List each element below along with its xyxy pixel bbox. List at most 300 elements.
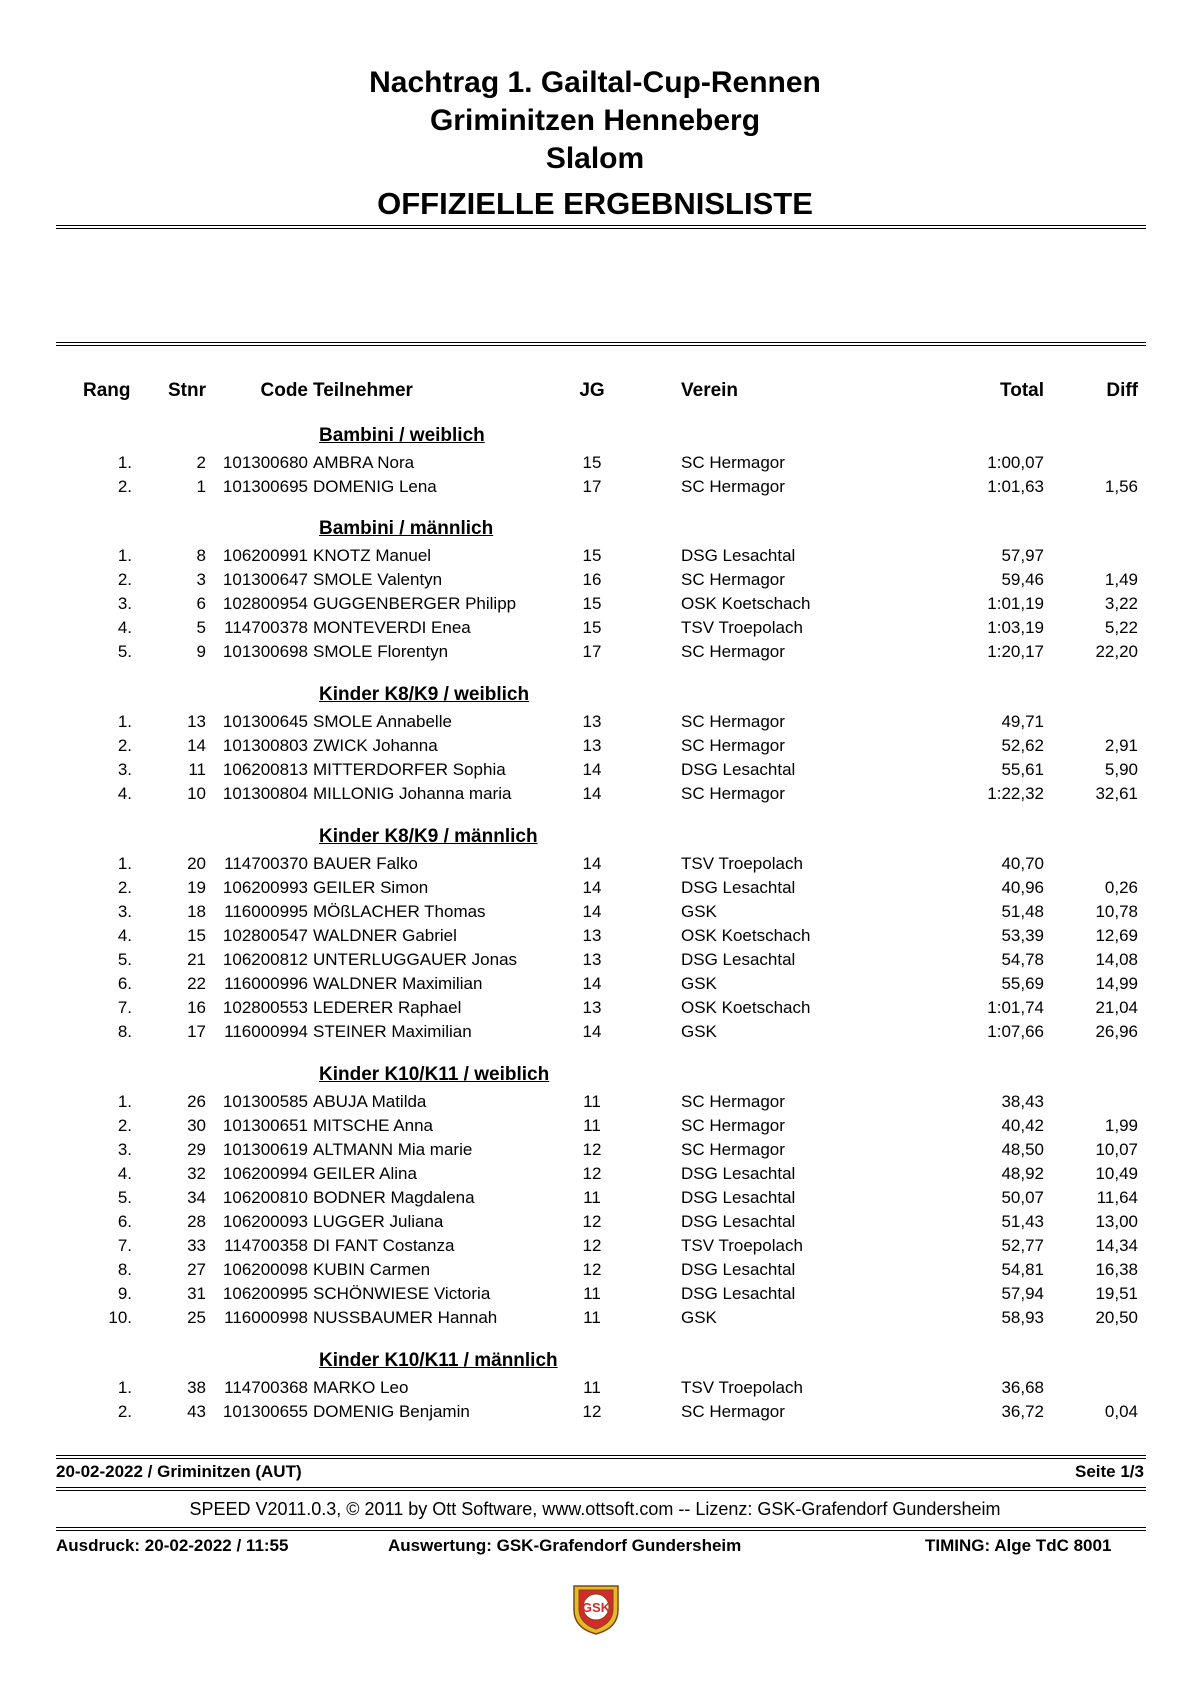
footer-divider-bottom — [56, 1527, 1146, 1531]
cell-stnr: 43 — [187, 1402, 206, 1421]
table-row — [0, 974, 1190, 998]
software-license-line: SPEED V2011.0.3, © 2011 by Ott Software, www.ottsoft.com -- Lizenz: GSK-Grafendorf Gundersheim — [189, 1499, 1001, 1519]
cell-stnr: 34 — [187, 1188, 206, 1207]
cell-code: 106200098 — [222, 1260, 308, 1279]
cell-rang: 2. — [117, 570, 132, 589]
cell-diff: 10,78 — [1095, 902, 1138, 921]
col-header-rang: Rang — [83, 380, 131, 401]
cell-verein: GSK — [681, 1022, 717, 1041]
cell-rang: 7. — [117, 1236, 132, 1255]
cell-total: 52,62 — [1001, 736, 1044, 755]
cell-code: 114700368 — [224, 1378, 308, 1397]
cell-stnr: 10 — [187, 784, 206, 803]
cell-verein: OSK Koetschach — [681, 926, 811, 945]
footer-date-place: 20-02-2022 / Griminitzen (AUT) — [56, 1462, 302, 1481]
table-row — [0, 1378, 1190, 1402]
cell-code: 116000995 — [224, 902, 308, 921]
cell-jg: 13 — [582, 712, 602, 731]
cell-total: 57,97 — [1001, 546, 1044, 565]
col-header-jg: JG — [579, 380, 605, 401]
cell-stnr: 1 — [196, 477, 206, 496]
cell-total: 40,96 — [1001, 878, 1044, 897]
cell-total: 57,94 — [1001, 1284, 1044, 1303]
cell-jg: 17 — [582, 642, 602, 661]
cell-jg: 13 — [582, 736, 602, 755]
cell-verein: SC Hermagor — [681, 1140, 785, 1159]
cell-name: LEDERER Raphael — [313, 998, 462, 1017]
cell-rang: 5. — [117, 642, 132, 661]
cell-verein: DSG Lesachtal — [681, 1260, 796, 1279]
cell-jg: 13 — [582, 926, 602, 945]
cell-verein: DSG Lesachtal — [681, 760, 796, 779]
cell-jg: 12 — [582, 1236, 602, 1255]
cell-diff: 12,69 — [1095, 926, 1138, 945]
category-heading: Kinder K10/K11 / weiblich — [319, 1064, 550, 1085]
cell-verein: DSG Lesachtal — [681, 878, 796, 897]
cell-rang: 3. — [117, 902, 132, 921]
cell-rang: 5. — [117, 950, 132, 969]
cell-jg: 13 — [582, 950, 602, 969]
cell-code: 106200810 — [222, 1188, 308, 1207]
table-row — [0, 1402, 1190, 1426]
table-row — [0, 477, 1190, 501]
cell-rang: 2. — [117, 878, 132, 897]
gsk-club-crest-icon — [568, 1580, 624, 1636]
cell-diff: 14,99 — [1095, 974, 1138, 993]
table-row — [0, 1092, 1190, 1116]
cell-verein: DSG Lesachtal — [681, 1164, 796, 1183]
cell-code: 102800547 — [222, 926, 308, 945]
cell-stnr: 26 — [187, 1092, 206, 1111]
cell-jg: 15 — [582, 546, 602, 565]
table-row — [0, 760, 1190, 784]
cell-rang: 4. — [117, 618, 132, 637]
cell-total: 55,69 — [1001, 974, 1044, 993]
cell-code: 101300695 — [222, 477, 308, 496]
cell-diff: 19,51 — [1095, 1284, 1138, 1303]
cell-stnr: 19 — [187, 878, 206, 897]
cell-rang: 1. — [117, 453, 132, 472]
category-heading: Kinder K10/K11 / männlich — [319, 1350, 558, 1371]
cell-name: ABUJA Matilda — [313, 1092, 427, 1111]
cell-stnr: 28 — [187, 1212, 206, 1231]
table-row — [0, 950, 1190, 974]
cell-code: 106200995 — [222, 1284, 308, 1303]
cell-name: KNOTZ Manuel — [313, 546, 432, 565]
cell-diff: 10,49 — [1095, 1164, 1138, 1183]
cell-jg: 13 — [582, 998, 602, 1017]
cell-rang: 1. — [117, 712, 132, 731]
cell-rang: 4. — [117, 784, 132, 803]
cell-total: 1:01,74 — [987, 998, 1044, 1017]
cell-code: 101300680 — [222, 453, 308, 472]
cell-diff: 2,91 — [1104, 736, 1138, 755]
cell-stnr: 27 — [187, 1260, 206, 1279]
cell-rang: 2. — [117, 477, 132, 496]
cell-diff: 22,20 — [1095, 642, 1138, 661]
cell-diff: 16,38 — [1095, 1260, 1138, 1279]
table-row — [0, 1140, 1190, 1164]
table-row — [0, 1260, 1190, 1284]
cell-name: STEINER Maximilian — [313, 1022, 472, 1041]
cell-name: MÖßLACHER Thomas — [313, 902, 486, 921]
cell-code: 116000994 — [224, 1022, 308, 1041]
cell-jg: 11 — [583, 1092, 601, 1111]
cell-name: BAUER Falko — [313, 854, 418, 873]
table-row — [0, 926, 1190, 950]
cell-code: 116000998 — [224, 1308, 308, 1327]
category-heading: Kinder K8/K9 / weiblich — [319, 684, 530, 705]
cell-jg: 12 — [582, 1260, 602, 1279]
cell-name: MITSCHE Anna — [313, 1116, 433, 1135]
table-row — [0, 902, 1190, 926]
cell-stnr: 17 — [187, 1022, 206, 1041]
cell-verein: SC Hermagor — [681, 1116, 785, 1135]
cell-stnr: 8 — [196, 546, 206, 565]
cell-stnr: 6 — [196, 594, 206, 613]
cell-verein: TSV Troepolach — [681, 854, 803, 873]
cell-verein: SC Hermagor — [681, 642, 785, 661]
cell-code: 102800954 — [222, 594, 308, 613]
cell-jg: 11 — [583, 1188, 601, 1207]
timing-system: TIMING: Alge TdC 8001 — [925, 1536, 1112, 1555]
col-header-verein: Verein — [681, 380, 739, 401]
cell-stnr: 13 — [187, 712, 206, 731]
evaluation-credit: Auswertung: GSK-Grafendorf Gundersheim — [388, 1536, 742, 1555]
table-row — [0, 546, 1190, 570]
table-row — [0, 594, 1190, 618]
cell-verein: TSV Troepolach — [681, 1236, 803, 1255]
cell-jg: 12 — [582, 1402, 602, 1421]
cell-total: 38,43 — [1001, 1092, 1044, 1111]
cell-total: 1:03,19 — [987, 618, 1044, 637]
logo-lettering: GSK — [581, 1600, 611, 1615]
cell-stnr: 14 — [187, 736, 206, 755]
cell-code: 106200813 — [222, 760, 308, 779]
cell-total: 1:01,63 — [987, 477, 1044, 496]
cell-jg: 12 — [582, 1164, 602, 1183]
cell-total: 40,70 — [1001, 854, 1044, 873]
cell-rang: 6. — [117, 1212, 132, 1231]
cell-diff: 26,96 — [1095, 1022, 1138, 1041]
cell-total: 49,71 — [1001, 712, 1044, 731]
cell-code: 106200994 — [222, 1164, 308, 1183]
cell-name: GEILER Alina — [313, 1164, 417, 1183]
cell-name: AMBRA Nora — [313, 453, 415, 472]
cell-jg: 14 — [582, 854, 602, 873]
cell-jg: 14 — [582, 1022, 602, 1041]
cell-rang: 10. — [108, 1308, 132, 1327]
table-row — [0, 642, 1190, 666]
cell-code: 114700370 — [224, 854, 308, 873]
cell-rang: 9. — [117, 1284, 132, 1303]
cell-stnr: 29 — [187, 1140, 206, 1159]
table-row — [0, 1116, 1190, 1140]
cell-total: 54,81 — [1001, 1260, 1044, 1279]
cell-stnr: 3 — [196, 570, 206, 589]
cell-stnr: 16 — [187, 998, 206, 1017]
cell-name: SCHÖNWIESE Victoria — [313, 1284, 491, 1303]
cell-verein: SC Hermagor — [681, 1092, 785, 1111]
cell-stnr: 20 — [187, 854, 206, 873]
cell-total: 36,72 — [1001, 1402, 1044, 1421]
category-heading: Bambini / weiblich — [319, 425, 485, 446]
cell-verein: TSV Troepolach — [681, 618, 803, 637]
col-header-stnr: Stnr — [168, 380, 206, 401]
cell-code: 106200991 — [222, 546, 308, 565]
footer-divider-top — [56, 1455, 1146, 1459]
cell-total: 40,42 — [1001, 1116, 1044, 1135]
cell-verein: SC Hermagor — [681, 1402, 785, 1421]
cell-diff: 14,08 — [1095, 950, 1138, 969]
cell-stnr: 18 — [187, 902, 206, 921]
cell-jg: 11 — [583, 1284, 601, 1303]
col-header-total: Total — [1000, 380, 1044, 401]
cell-diff: 5,90 — [1104, 760, 1138, 779]
event-location: Griminitzen Henneberg — [429, 104, 761, 137]
event-title: Nachtrag 1. Gailtal-Cup-Rennen — [369, 66, 821, 99]
cell-name: MITTERDORFER Sophia — [313, 760, 506, 779]
cell-total: 51,43 — [1001, 1212, 1044, 1231]
cell-name: ZWICK Johanna — [313, 736, 438, 755]
cell-total: 52,77 — [1001, 1236, 1044, 1255]
cell-jg: 14 — [582, 784, 602, 803]
cell-diff: 10,07 — [1095, 1140, 1138, 1159]
table-row — [0, 998, 1190, 1022]
cell-total: 55,61 — [1001, 760, 1044, 779]
table-row — [0, 1308, 1190, 1332]
cell-total: 1:20,17 — [987, 642, 1044, 661]
cell-jg: 14 — [582, 760, 602, 779]
cell-stnr: 11 — [188, 760, 206, 779]
cell-code: 101300655 — [222, 1402, 308, 1421]
cell-stnr: 32 — [187, 1164, 206, 1183]
cell-name: DOMENIG Lena — [313, 477, 437, 496]
cell-total: 1:07,66 — [987, 1022, 1044, 1041]
cell-rang: 1. — [117, 854, 132, 873]
cell-verein: DSG Lesachtal — [681, 1212, 796, 1231]
cell-stnr: 21 — [187, 950, 206, 969]
table-row — [0, 1236, 1190, 1260]
cell-diff: 1,49 — [1104, 570, 1138, 589]
cell-code: 106200093 — [222, 1212, 308, 1231]
table-row — [0, 736, 1190, 760]
cell-jg: 15 — [582, 618, 602, 637]
cell-code: 102800553 — [222, 998, 308, 1017]
cell-verein: SC Hermagor — [681, 570, 785, 589]
cell-verein: SC Hermagor — [681, 477, 785, 496]
cell-diff: 0,26 — [1104, 878, 1138, 897]
cell-code: 101300647 — [222, 570, 308, 589]
category-heading: Bambini / männlich — [319, 518, 494, 539]
cell-name: MILLONIG Johanna maria — [313, 784, 512, 803]
cell-name: LUGGER Juliana — [313, 1212, 444, 1231]
cell-stnr: 38 — [187, 1378, 206, 1397]
cell-rang: 3. — [117, 1140, 132, 1159]
cell-code: 101300803 — [222, 736, 308, 755]
cell-rang: 7. — [117, 998, 132, 1017]
cell-diff: 13,00 — [1095, 1212, 1138, 1231]
table-row — [0, 784, 1190, 808]
cell-stnr: 22 — [187, 974, 206, 993]
cell-jg: 14 — [582, 878, 602, 897]
cell-diff: 21,04 — [1095, 998, 1138, 1017]
cell-name: MONTEVERDI Enea — [313, 618, 471, 637]
cell-code: 106200993 — [222, 878, 308, 897]
cell-verein: SC Hermagor — [681, 712, 785, 731]
cell-jg: 11 — [583, 1116, 601, 1135]
cell-name: KUBIN Carmen — [313, 1260, 431, 1279]
cell-verein: DSG Lesachtal — [681, 546, 796, 565]
footer-divider-middle — [56, 1487, 1146, 1491]
cell-verein: SC Hermagor — [681, 784, 785, 803]
cell-code: 101300645 — [222, 712, 308, 731]
cell-jg: 14 — [582, 974, 602, 993]
cell-rang: 1. — [117, 1092, 132, 1111]
table-divider — [56, 342, 1146, 346]
cell-code: 116000996 — [224, 974, 308, 993]
cell-total: 50,07 — [1001, 1188, 1044, 1207]
table-row — [0, 878, 1190, 902]
cell-stnr: 2 — [196, 453, 206, 472]
cell-code: 101300585 — [222, 1092, 308, 1111]
footer-page-number: Seite 1/3 — [1075, 1462, 1144, 1481]
cell-name: SMOLE Valentyn — [313, 570, 443, 589]
cell-code: 106200812 — [222, 950, 308, 969]
cell-name: WALDNER Gabriel — [313, 926, 457, 945]
cell-jg: 14 — [582, 902, 602, 921]
printout-timestamp: Ausdruck: 20-02-2022 / 11:55 — [56, 1536, 289, 1555]
cell-jg: 12 — [582, 1212, 602, 1231]
table-row — [0, 1164, 1190, 1188]
table-row — [0, 1284, 1190, 1308]
cell-total: 36,68 — [1001, 1378, 1044, 1397]
cell-diff: 0,04 — [1104, 1402, 1138, 1421]
cell-rang: 2. — [117, 1402, 132, 1421]
cell-verein: GSK — [681, 974, 717, 993]
cell-verein: SC Hermagor — [681, 453, 785, 472]
cell-verein: OSK Koetschach — [681, 998, 811, 1017]
cell-diff: 3,22 — [1104, 594, 1138, 613]
cell-jg: 15 — [582, 594, 602, 613]
cell-name: UNTERLUGGAUER Jonas — [313, 950, 518, 969]
header-divider — [56, 225, 1146, 229]
table-row — [0, 1188, 1190, 1212]
cell-diff: 11,64 — [1096, 1188, 1138, 1207]
cell-code: 114700358 — [224, 1236, 308, 1255]
cell-verein: DSG Lesachtal — [681, 1284, 796, 1303]
cell-rang: 5. — [117, 1188, 132, 1207]
cell-name: SMOLE Florentyn — [313, 642, 449, 661]
cell-code: 101300619 — [222, 1140, 308, 1159]
cell-rang: 1. — [117, 1378, 132, 1397]
cell-total: 48,50 — [1001, 1140, 1044, 1159]
document-heading: OFFIZIELLE ERGEBNISLISTE — [377, 186, 813, 221]
cell-verein: DSG Lesachtal — [681, 950, 796, 969]
cell-rang: 1. — [117, 546, 132, 565]
cell-code: 101300651 — [222, 1116, 308, 1135]
cell-total: 54,78 — [1001, 950, 1044, 969]
cell-name: MARKO Leo — [313, 1378, 409, 1397]
cell-total: 1:22,32 — [987, 784, 1044, 803]
cell-diff: 20,50 — [1095, 1308, 1138, 1327]
col-header-code: Code — [260, 380, 308, 401]
cell-verein: TSV Troepolach — [681, 1378, 803, 1397]
cell-name: DI FANT Costanza — [313, 1236, 455, 1255]
cell-total: 53,39 — [1001, 926, 1044, 945]
cell-code: 114700378 — [224, 618, 308, 637]
table-row — [0, 618, 1190, 642]
cell-total: 51,48 — [1001, 902, 1044, 921]
cell-rang: 4. — [117, 926, 132, 945]
cell-name: NUSSBAUMER Hannah — [313, 1308, 498, 1327]
table-row — [0, 712, 1190, 736]
cell-jg: 15 — [582, 453, 602, 472]
cell-diff: 1,99 — [1104, 1116, 1138, 1135]
cell-stnr: 30 — [187, 1116, 206, 1135]
cell-diff: 5,22 — [1104, 618, 1138, 637]
col-header-diff: Diff — [1106, 380, 1138, 401]
cell-stnr: 33 — [187, 1236, 206, 1255]
cell-jg: 17 — [582, 477, 602, 496]
cell-stnr: 9 — [196, 642, 206, 661]
cell-verein: GSK — [681, 1308, 717, 1327]
cell-name: SMOLE Annabelle — [313, 712, 452, 731]
cell-total: 1:01,19 — [987, 594, 1044, 613]
cell-stnr: 5 — [196, 618, 206, 637]
table-row — [0, 1212, 1190, 1236]
cell-code: 101300698 — [222, 642, 308, 661]
table-row — [0, 1022, 1190, 1046]
cell-total: 59,46 — [1001, 570, 1044, 589]
cell-stnr: 31 — [187, 1284, 206, 1303]
col-header-teilnehmer: Teilnehmer — [313, 380, 413, 401]
cell-rang: 8. — [117, 1260, 132, 1279]
cell-code: 101300804 — [222, 784, 308, 803]
cell-verein: OSK Koetschach — [681, 594, 811, 613]
cell-name: DOMENIG Benjamin — [313, 1402, 470, 1421]
cell-verein: SC Hermagor — [681, 736, 785, 755]
cell-name: GUGGENBERGER Philipp — [313, 594, 517, 613]
cell-total: 48,92 — [1001, 1164, 1044, 1183]
table-row — [0, 570, 1190, 594]
cell-jg: 12 — [582, 1140, 602, 1159]
cell-jg: 16 — [582, 570, 602, 589]
cell-name: GEILER Simon — [313, 878, 429, 897]
cell-stnr: 15 — [187, 926, 206, 945]
cell-rang: 3. — [117, 760, 132, 779]
cell-diff: 14,34 — [1095, 1236, 1138, 1255]
cell-jg: 11 — [583, 1308, 601, 1327]
event-discipline: Slalom — [545, 142, 645, 175]
cell-name: ALTMANN Mia marie — [313, 1140, 473, 1159]
cell-rang: 6. — [117, 974, 132, 993]
cell-rang: 3. — [117, 594, 132, 613]
cell-stnr: 25 — [187, 1308, 206, 1327]
cell-diff: 1,56 — [1104, 477, 1138, 496]
cell-total: 58,93 — [1001, 1308, 1044, 1327]
table-row — [0, 453, 1190, 477]
cell-rang: 4. — [117, 1164, 132, 1183]
cell-rang: 2. — [117, 1116, 132, 1135]
cell-verein: GSK — [681, 902, 717, 921]
category-heading: Kinder K8/K9 / männlich — [319, 826, 538, 847]
cell-diff: 32,61 — [1095, 784, 1138, 803]
cell-name: WALDNER Maximilian — [313, 974, 483, 993]
cell-jg: 11 — [583, 1378, 601, 1397]
cell-name: BODNER Magdalena — [313, 1188, 475, 1207]
cell-rang: 2. — [117, 736, 132, 755]
